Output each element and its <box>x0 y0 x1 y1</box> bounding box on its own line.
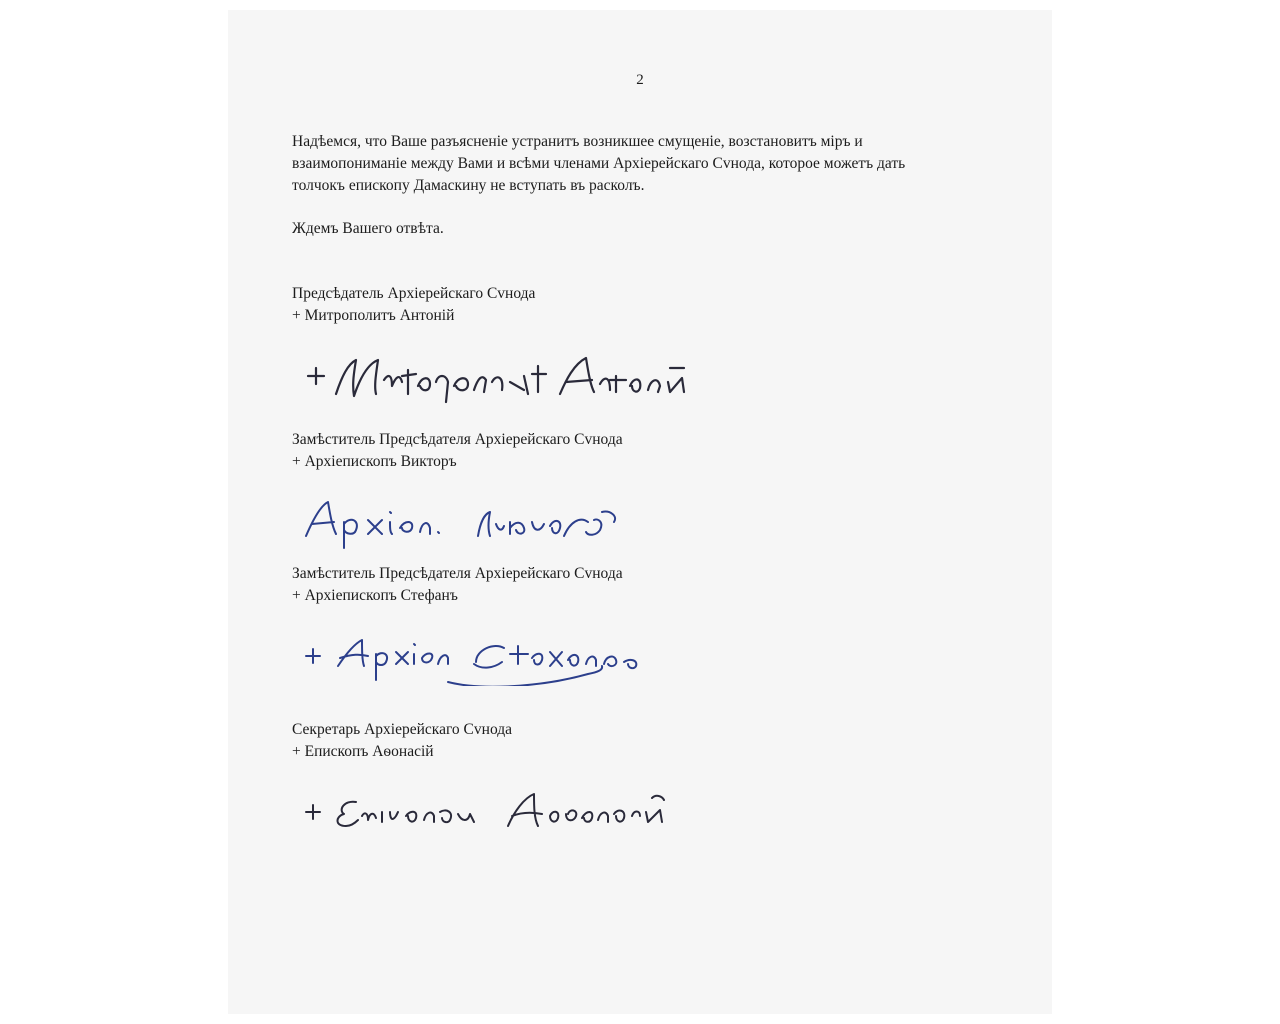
signatory-title: Замѣститель Предсѣдателя Архіерейскаго Сvнода <box>292 431 623 448</box>
signatory-name: + Епископъ Аѳонасій <box>292 743 434 760</box>
signatory-name: + Архіепископъ Викторъ <box>292 453 457 470</box>
paragraph-line: взаимопониманіе между Вами и всѣми членами Архіерейскаго Сvнода, которое можетъ дать <box>292 155 906 172</box>
handwritten-signature <box>298 492 638 552</box>
signatory-name: + Архіепископъ Стефанъ <box>292 587 458 604</box>
signatory-block <box>292 719 1004 763</box>
page-number: 2 <box>636 72 644 88</box>
signatory-title: Замѣститель Предсѣдателя Архіерейскаго Сvнода <box>292 565 623 582</box>
handwritten-signature <box>298 626 708 686</box>
signatory-block <box>292 563 1004 607</box>
handwritten-signature <box>298 346 698 406</box>
signatory-title: Предсѣдатель Архіерейскаго Сvнода <box>292 285 536 302</box>
handwritten-signature <box>298 782 688 842</box>
signatory-block <box>292 429 1004 473</box>
body-paragraph <box>292 131 1004 197</box>
signatory-name: + Митрополитъ Антоній <box>292 307 455 324</box>
signatory-block <box>292 283 1004 327</box>
paragraph-line: Ждемъ Вашего отвѣта. <box>292 220 444 237</box>
closing-paragraph <box>292 218 1004 240</box>
paragraph-line: Надѣемся, что Ваше разъясненіе устранитъ возникшее смущеніе, возстановитъ міръ и <box>292 133 863 150</box>
signatory-title: Секретарь Архіерейскаго Сvнода <box>292 721 513 738</box>
document-page <box>228 10 1052 1014</box>
paragraph-line: толчокъ епископу Дамаскину не вступать въ расколъ. <box>292 177 645 194</box>
